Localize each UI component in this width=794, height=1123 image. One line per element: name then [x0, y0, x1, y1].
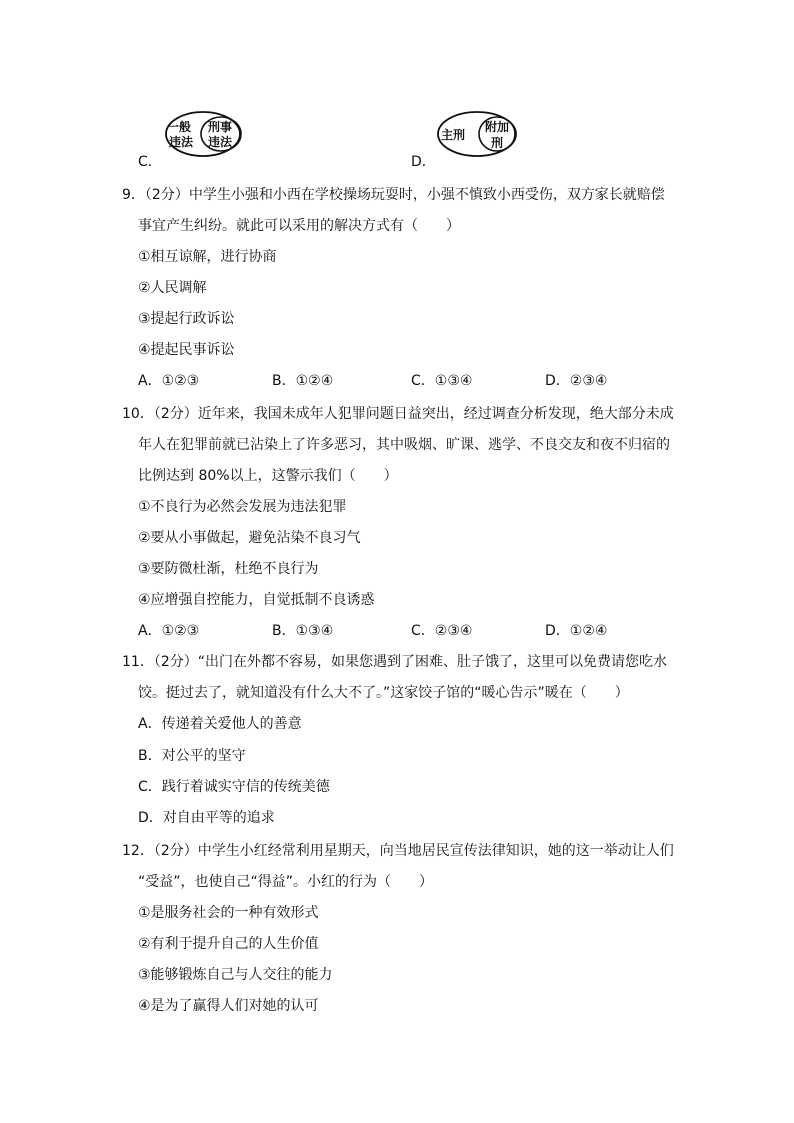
option-d-label: D． [411, 154, 436, 170]
q9-item-2: ②人民调解 [138, 280, 207, 296]
q11-stem-line2: 饺。挺过去了，就知道没有什么大不了。”这家饺子馆的“暖心告示”暖在（ ） [138, 685, 629, 701]
q9-option-d[interactable]: D．②③④ [545, 373, 608, 389]
q10-stem-line3: 比例达到 80%以上，这警示我们（ ） [138, 468, 398, 484]
q10-stem-line1: 10．（2分）近年来，我国未成年人犯罪问题日益突出，经过调查分析发现，绝大部分未成 [122, 406, 674, 422]
q9-stem-line1: 9．（2分）中学生小强和小西在学校操场玩耍时，小强不慎致小西受伤，双方家长就赔偿 [122, 187, 665, 203]
q12-stem-line2: “受益”，也使自己“得益”。小红的行为（ ） [138, 874, 434, 890]
q11-option-c[interactable]: C．践行着诚实守信的传统美德 [138, 779, 330, 795]
diagram-c-inner-line1: 刑事 [208, 120, 233, 134]
diagram-c-inner-line2: 违法 [208, 135, 233, 149]
diagram-c-outer-line1: 一般 [167, 120, 192, 134]
diagram-c-outer-line2: 违法 [169, 135, 194, 149]
q10-stem-line2: 年人在犯罪前就已沾染上了许多恶习，其中吸烟、旷课、逃学、不良交友和夜不归宿的 [138, 437, 670, 453]
q9-option-c[interactable]: C．①③④ [411, 373, 473, 389]
q9-option-b[interactable]: B．①②④ [272, 373, 334, 389]
option-c-label: C． [138, 154, 162, 170]
q12-item-1: ①是服务社会的一种有效形式 [138, 905, 319, 921]
q11-stem-line1: 11．（2分）“出门在外都不容易，如果您遇到了困难、肚子饿了，这里可以免费请您吃水 [122, 654, 667, 670]
q12-item-2: ②有利于提升自己的人生价值 [138, 936, 319, 952]
diagram-d-nested-circles [435, 109, 521, 159]
diagram-d-inner-line2: 刑 [491, 136, 504, 150]
q11-option-a[interactable]: A．传递着关爱他人的善意 [138, 716, 302, 732]
q12-stem-line1: 12．（2分）中学生小红经常利用星期天，向当地居民宣传法律知识，她的这一举动让人们 [122, 843, 674, 859]
q10-option-d[interactable]: D．①②④ [545, 623, 608, 639]
q10-item-2: ②要从小事做起，避免沾染不良习气 [138, 530, 361, 546]
q12-item-3: ③能够锻炼自己与人交往的能力 [138, 967, 333, 983]
q9-stem-line2: 事宜产生纠纷。就此可以采用的解决方式有（ ） [138, 218, 460, 234]
q10-option-b[interactable]: B．①③④ [272, 623, 334, 639]
q9-item-3: ③提起行政诉讼 [138, 311, 235, 327]
q10-item-3: ③要防微杜渐，杜绝不良行为 [138, 561, 319, 577]
diagram-d-inner-line1: 附加 [485, 120, 510, 134]
diagram-c-nested-circles [163, 109, 249, 159]
q10-option-a[interactable]: A．①②③ [138, 623, 200, 639]
q9-item-4: ④提起民事诉讼 [138, 342, 235, 358]
q11-option-b[interactable]: B．对公平的坚守 [138, 748, 246, 764]
diagram-d-outer: 主刑 [441, 128, 466, 142]
q11-option-d[interactable]: D．对自由平等的追求 [138, 810, 275, 826]
q12-item-4: ④是为了赢得人们对她的认可 [138, 998, 319, 1014]
q10-option-c[interactable]: C．②③④ [411, 623, 473, 639]
q9-item-1: ①相互谅解，进行协商 [138, 249, 277, 265]
q10-item-1: ①不良行为必然会发展为违法犯罪 [138, 499, 347, 515]
q9-option-a[interactable]: A．①②③ [138, 373, 200, 389]
q10-item-4: ④应增强自控能力，自觉抵制不良诱惑 [138, 592, 375, 608]
